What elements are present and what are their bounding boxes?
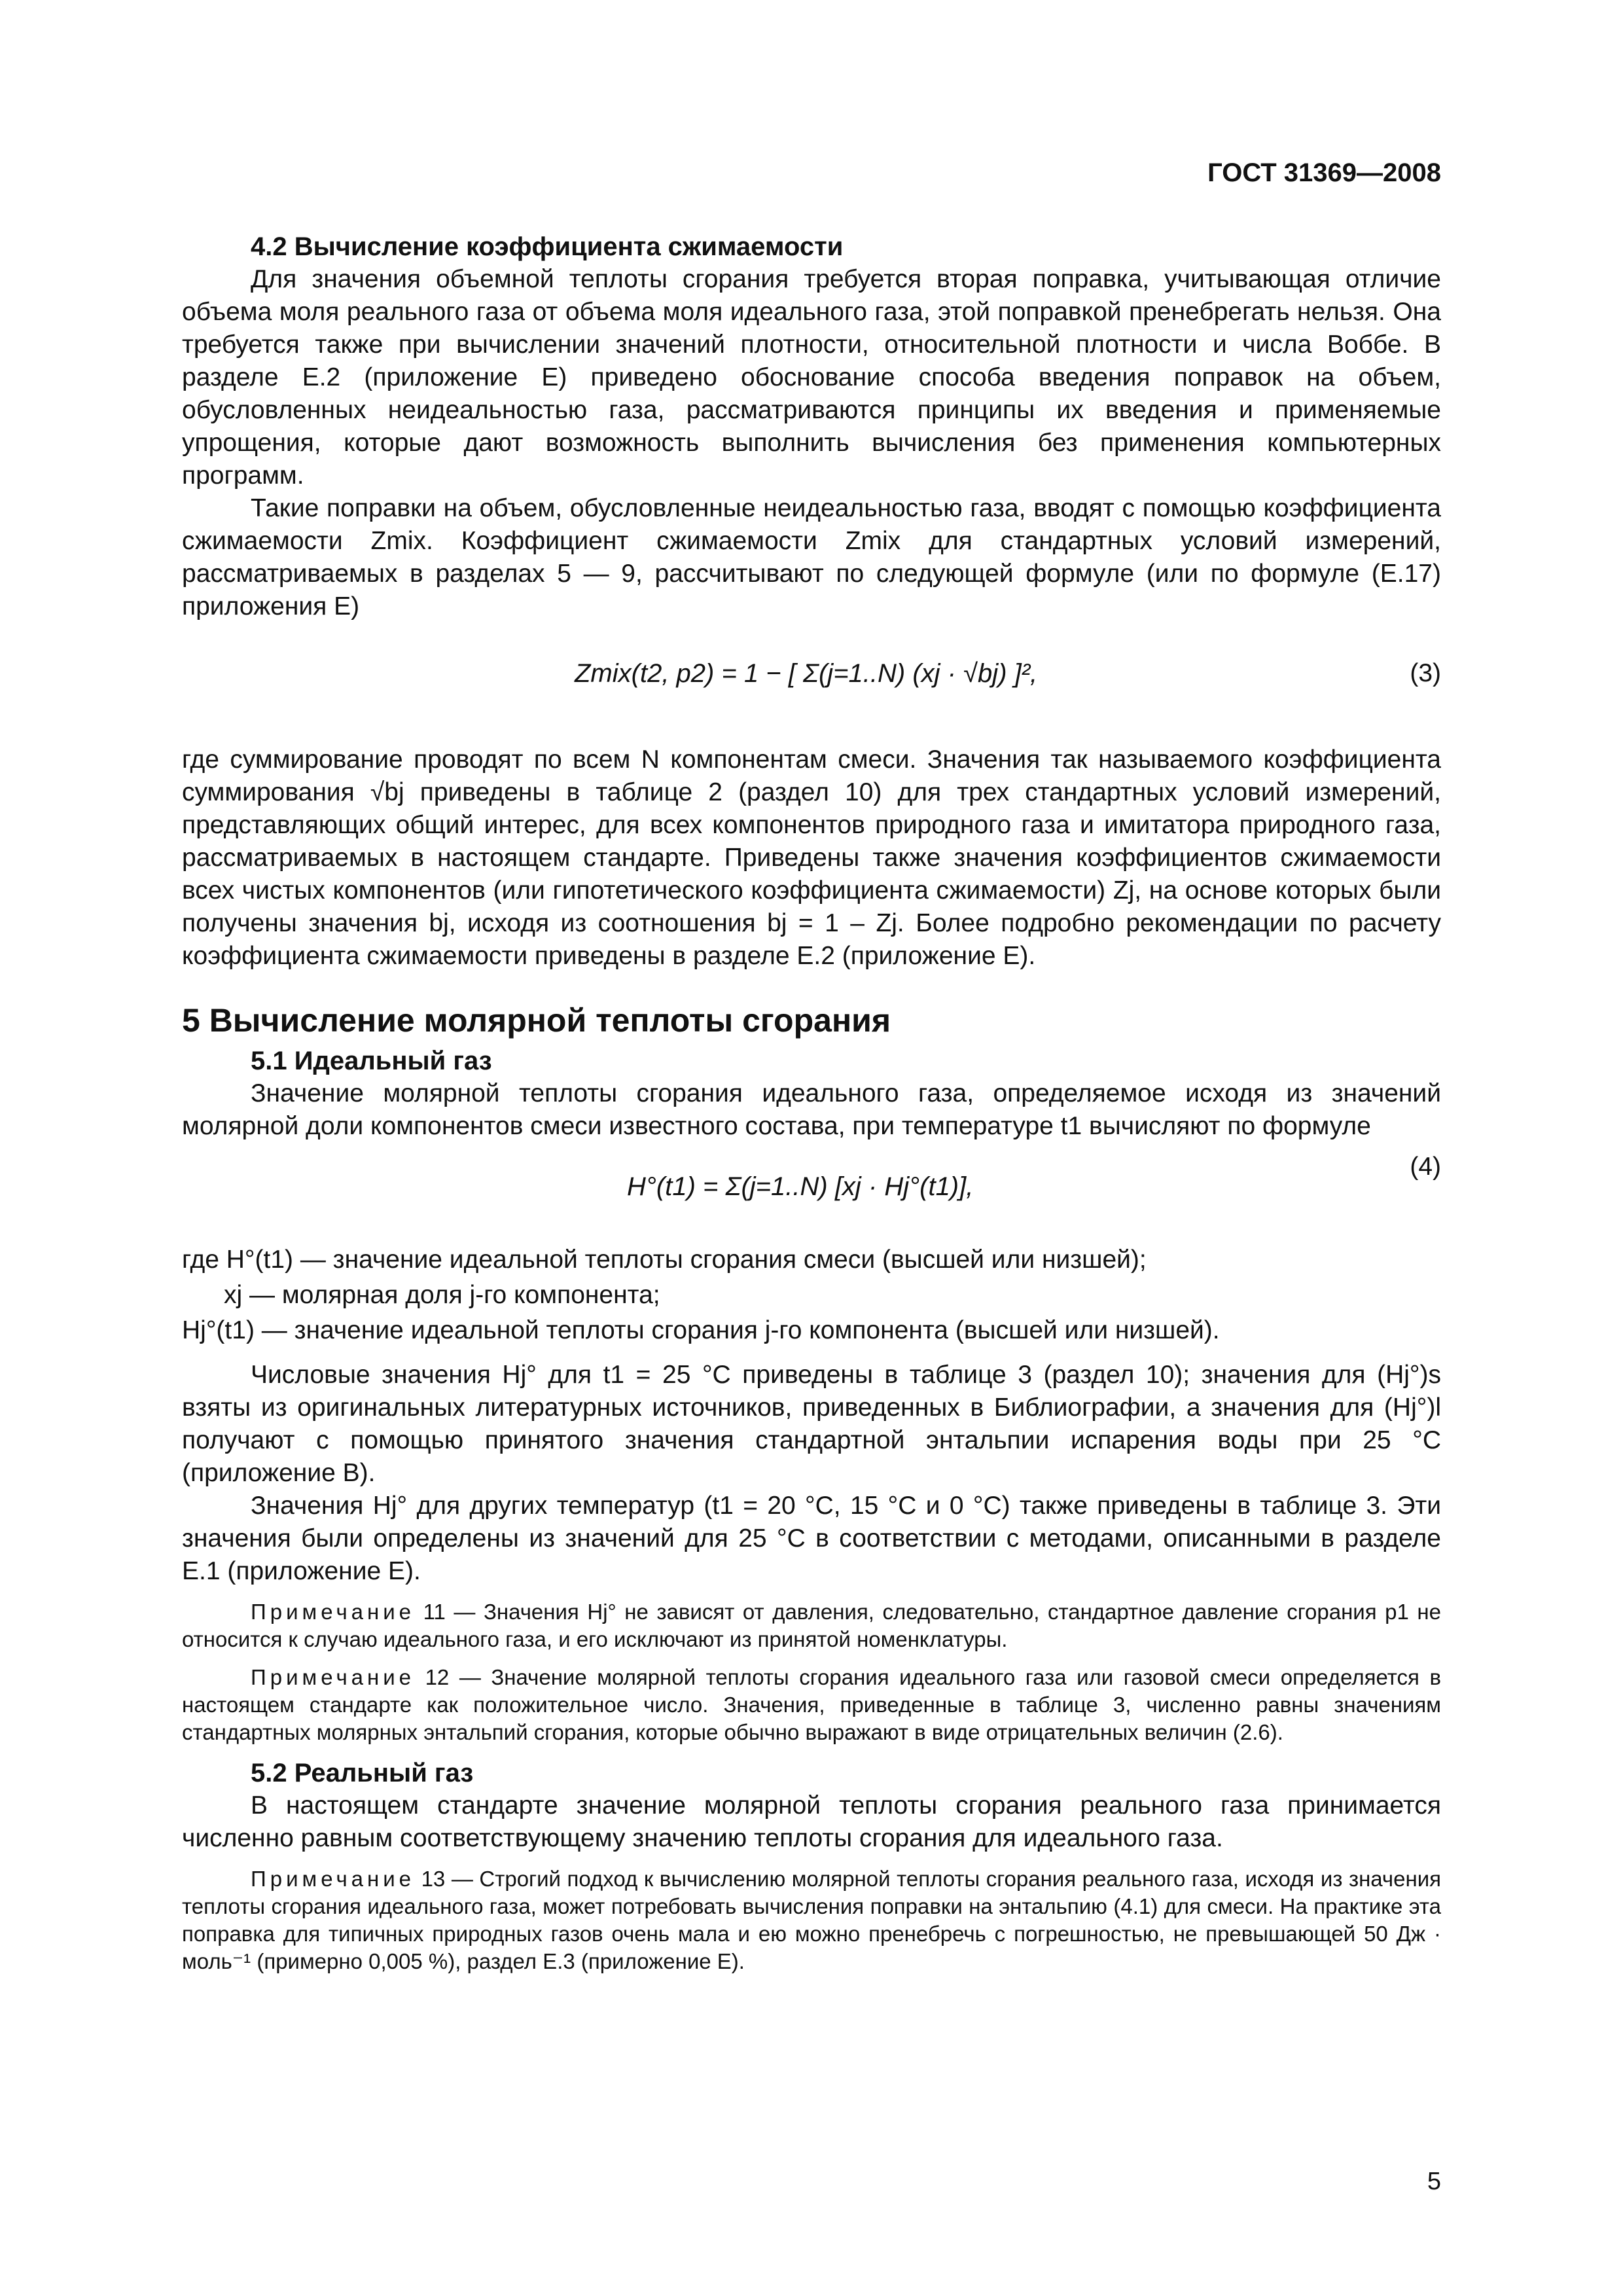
paragraph: Числовые значения Hj° для t1 = 25 °С приведены в таблице 3 (раздел 10); значения для (Hj°)s взяты из оригинальных литературных источников, приведенных в Библиографии, а значения для (Hj°)l получают с помощью принятого значения стандартной энтальпии испарения воды при 25 °С (приложение В). — [182, 1361, 1441, 1487]
paragraph: Такие поправки на объем, обусловленные неидеальностью газа, вводят с помощью коэффициента сжимаемости Zmix. Коэффициент сжимаемости Zmix для стандартных условий измерений, рассматриваемых в разделах 5 — 9, рассчитывают по следующей формуле (или по формуле (Е.17) приложения Е) — [182, 494, 1441, 620]
note-label: Примечание — [251, 1867, 416, 1891]
page-content — [182, 230, 1441, 1986]
note-text: 13 — Строгий подход к вычислению молярной теплоты сгорания реального газа, исходя из значения теплоты сгорания идеального газа, может потребовать вычисления поправки на энтальпию (4.1) для смеси. На практике эта поправка для типичных природных газов очень мала и ею можно пренебречь с погрешностью, не превышающей 50 Дж · моль⁻¹ (примерно 0,005 %), раздел Е.3 (приложение Е). — [182, 1867, 1442, 1973]
formula-3-number: (3) — [1410, 659, 1441, 687]
formula-3-text: Zmix(t2, p2) = 1 − [ Σ(j=1..N) (xj · √bj) ]², — [575, 659, 1038, 688]
note-13 — [182, 1865, 1441, 1975]
section-5-2-heading: 5.2 Реальный газ — [251, 1759, 474, 1787]
page-number: 5 — [1427, 2168, 1441, 2195]
paragraph: где суммирование проводят по всем N компонентам смеси. Значения так называемого коэффициента суммирования √bj приведены в таблице 2 (раздел 10) для трех стандартных условий измерений, представляющих общий интерес, для всех компонентов природного газа и имитатора природного газа, рассматриваемых в настоящем стандарте. Приведены также значения коэффициентов сжимаемости всех чистых компонентов (или гипотетического коэффициента сжимаемости) Zj, на основе которых были получены значения bj, исходя из соотношения bj = 1 – Zj. Более подробно рекомендации по расчету коэффициента сжимаемости приведены в разделе Е.2 (приложение Е). — [182, 745, 1441, 970]
section-5-heading: 5 Вычисление молярной теплоты сгорания — [182, 1002, 891, 1039]
paragraph: Значение молярной теплоты сгорания идеального газа, определяемое исходя из значений молярной доли компонентов смеси известного состава, при температуре t1 вычисляют по формуле — [182, 1079, 1441, 1140]
formula-4-number: (4) — [1410, 1153, 1441, 1181]
definition-item: xj — молярная доля j-го компонента; — [224, 1281, 660, 1309]
definition-item: где H°(t1) — значение идеальной теплоты сгорания смеси (высшей или низшей); — [182, 1246, 1147, 1274]
note-12 — [182, 1664, 1441, 1746]
note-label: Примечание — [251, 1665, 416, 1689]
definition-item: Hj°(t1) — значение идеальной теплоты сгорания j-го компонента (высшей или низшей). — [182, 1316, 1220, 1344]
note-11 — [182, 1598, 1441, 1653]
formula-3 — [182, 631, 1441, 736]
definitions — [182, 1244, 1441, 1347]
note-label: Примечание — [251, 1600, 416, 1624]
section-5-1-heading: 5.1 Идеальный газ — [251, 1047, 492, 1075]
note-text: 11 — Значения Hj° не зависят от давления, следовательно, стандартное давление сгорания p1 не относится к случаю идеального газа, и его исключают из принятой номенклатуры. — [182, 1600, 1441, 1651]
formula-4 — [182, 1151, 1441, 1236]
formula-4-text: H°(t1) = Σ(j=1..N) [xj · Hj°(t1)], — [627, 1172, 974, 1201]
section-4-2-heading: 4.2 Вычисление коэффициента сжимаемости — [251, 232, 844, 261]
note-text: 12 — Значение молярной теплоты сгорания идеального газа или газовой смеси определяется в настоящем стандарте как положительное число. Значения, приведенные в таблице 3, численно равны значениям стандартных молярных энтальпий сгорания, которые обычно выражают в виде отрицательных величин (2.6). — [182, 1665, 1442, 1744]
paragraph: В настоящем стандарте значение молярной теплоты сгорания реального газа принимается численно равным соответствующему значению теплоты сгорания для идеального газа. — [182, 1791, 1441, 1852]
paragraph: Для значения объемной теплоты сгорания требуется вторая поправка, учитывающая отличие объема моля реального газа от объема моля идеального газа, этой поправкой пренебрегать нельзя. Она требуется также при вычислении значений плотности, относительной плотности и числа Воббе. В разделе Е.2 (приложение Е) приведено обоснование способа введения поправок на объем, обусловленных неидеальностью газа, рассматриваются принципы их введения и применяемые упрощения, которые дают возможность выполнить вычисления без применения компьютерных программ. — [182, 265, 1441, 490]
paragraph: Значения Hj° для других температур (t1 = 20 °С, 15 °С и 0 °С) также приведены в таблице 3. Эти значения были определены из значений для 25 °С в соответствии с методами, описанными в разделе Е.1 (приложение Е). — [182, 1492, 1441, 1585]
standard-designation: ГОСТ 31369—2008 — [1207, 158, 1441, 187]
